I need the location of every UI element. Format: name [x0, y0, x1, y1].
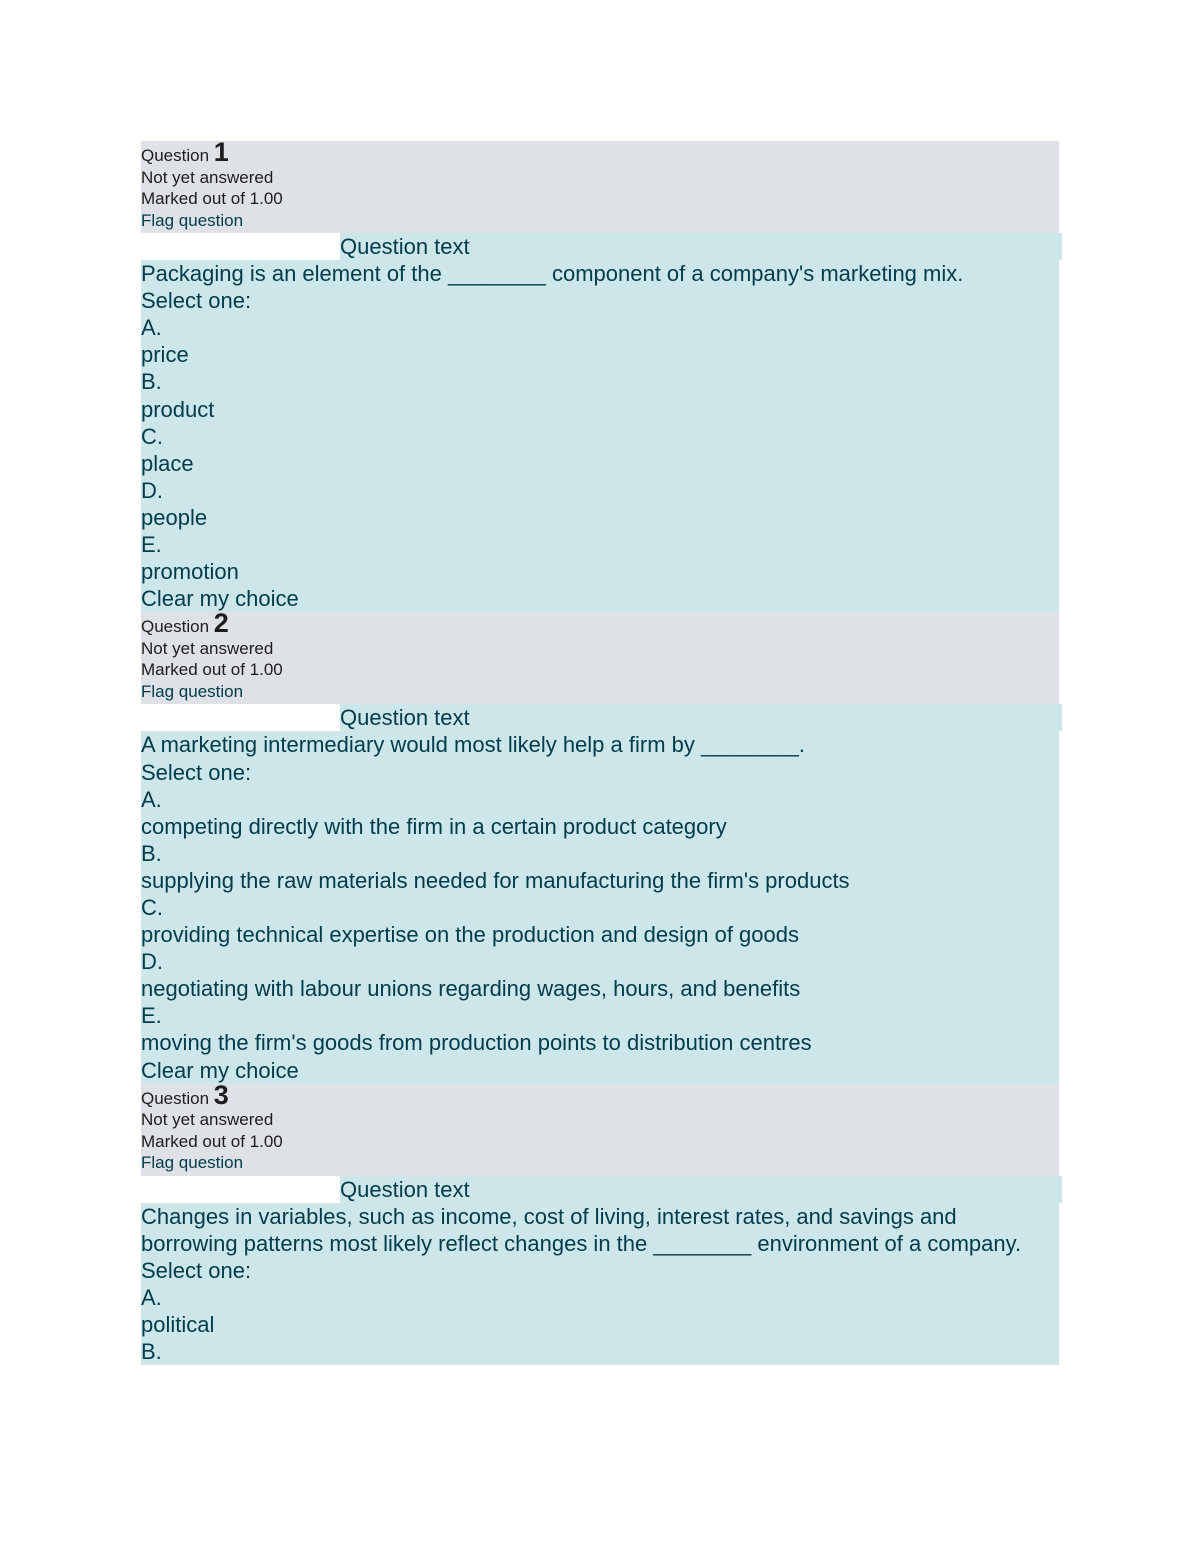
- question-marks: Marked out of 1.00: [141, 660, 283, 680]
- option-letter[interactable]: A.: [141, 1285, 162, 1310]
- question-number: 2: [213, 608, 229, 639]
- option-text[interactable]: supplying the raw materials needed for manufacturing the firm's products: [141, 867, 850, 893]
- select-one-prompt: Select one:: [141, 288, 252, 314]
- option-letter[interactable]: A.: [141, 786, 162, 812]
- question-info: [141, 1079, 1059, 1176]
- option-letter[interactable]: E.: [141, 1003, 162, 1029]
- option-letter[interactable]: D.: [141, 949, 163, 975]
- clear-my-choice-link[interactable]: Clear my choice: [141, 586, 299, 612]
- option-letter[interactable]: A.: [141, 315, 162, 341]
- question-marks: Marked out of 1.00: [141, 1131, 283, 1151]
- option-text[interactable]: political: [141, 1312, 215, 1338]
- flag-question-link[interactable]: Flag question: [141, 681, 244, 701]
- select-one-prompt: Select one:: [141, 1257, 252, 1283]
- question-content: [141, 704, 1059, 1083]
- question-block: [141, 137, 1059, 612]
- option-letter[interactable]: B.: [141, 840, 162, 866]
- question-text-heading: Question text: [141, 1176, 1062, 1203]
- question-title: [141, 137, 1059, 167]
- question-status: Not yet answered: [141, 1110, 274, 1130]
- question-info: [141, 608, 1059, 704]
- question-title: [141, 608, 1059, 639]
- question-content: [141, 233, 1059, 612]
- option-letter[interactable]: C.: [141, 894, 163, 920]
- question-info: [141, 137, 1059, 233]
- question-status: Not yet answered: [141, 167, 274, 187]
- question-label: Question: [141, 617, 210, 637]
- question-number: 1: [213, 137, 229, 167]
- option-text[interactable]: negotiating with labour unions regarding wages, hours, and benefits: [141, 976, 801, 1002]
- option-letter[interactable]: B.: [141, 1339, 162, 1365]
- flag-question-link[interactable]: Flag question: [141, 1153, 244, 1173]
- quiz-questions: [141, 137, 1059, 1365]
- question-text-heading: Question text: [141, 704, 1062, 731]
- option-text[interactable]: competing directly with the firm in a certain product category: [141, 813, 727, 839]
- question-text: A marketing intermediary would most likely help a firm by ________.: [141, 732, 805, 758]
- question-title: [141, 1079, 1059, 1110]
- option-letter[interactable]: E.: [141, 532, 162, 558]
- question-content: [141, 1176, 1059, 1366]
- question-label: Question: [141, 146, 210, 165]
- option-text[interactable]: moving the firm's goods from production points to distribution centres: [141, 1030, 812, 1056]
- question-status: Not yet answered: [141, 638, 274, 658]
- question-label: Question: [141, 1088, 210, 1108]
- question-block: [141, 608, 1059, 1083]
- question-number: 3: [213, 1079, 229, 1110]
- option-text[interactable]: people: [141, 504, 208, 530]
- clear-my-choice-link[interactable]: Clear my choice: [141, 1057, 299, 1083]
- option-text[interactable]: place: [141, 450, 194, 476]
- option-letter[interactable]: C.: [141, 423, 163, 449]
- question-text: Changes in variables, such as income, cost of living, interest rates, and savings and borrowing patterns most likely reflect changes in the ________ environment of a company.: [141, 1203, 1022, 1256]
- flag-question-link[interactable]: Flag question: [141, 210, 244, 230]
- option-text[interactable]: price: [141, 342, 189, 368]
- question-text-heading: Question text: [141, 233, 1062, 260]
- option-text[interactable]: product: [141, 396, 215, 422]
- select-one-prompt: Select one:: [141, 759, 252, 785]
- option-letter[interactable]: D.: [141, 477, 163, 503]
- option-text[interactable]: providing technical expertise on the production and design of goods: [141, 922, 800, 948]
- option-letter[interactable]: B.: [141, 369, 162, 395]
- option-text[interactable]: promotion: [141, 559, 239, 585]
- question-text: Packaging is an element of the ________ component of a company's marketing mix.: [141, 261, 964, 287]
- question-block: [141, 1079, 1059, 1366]
- question-marks: Marked out of 1.00: [141, 189, 283, 208]
